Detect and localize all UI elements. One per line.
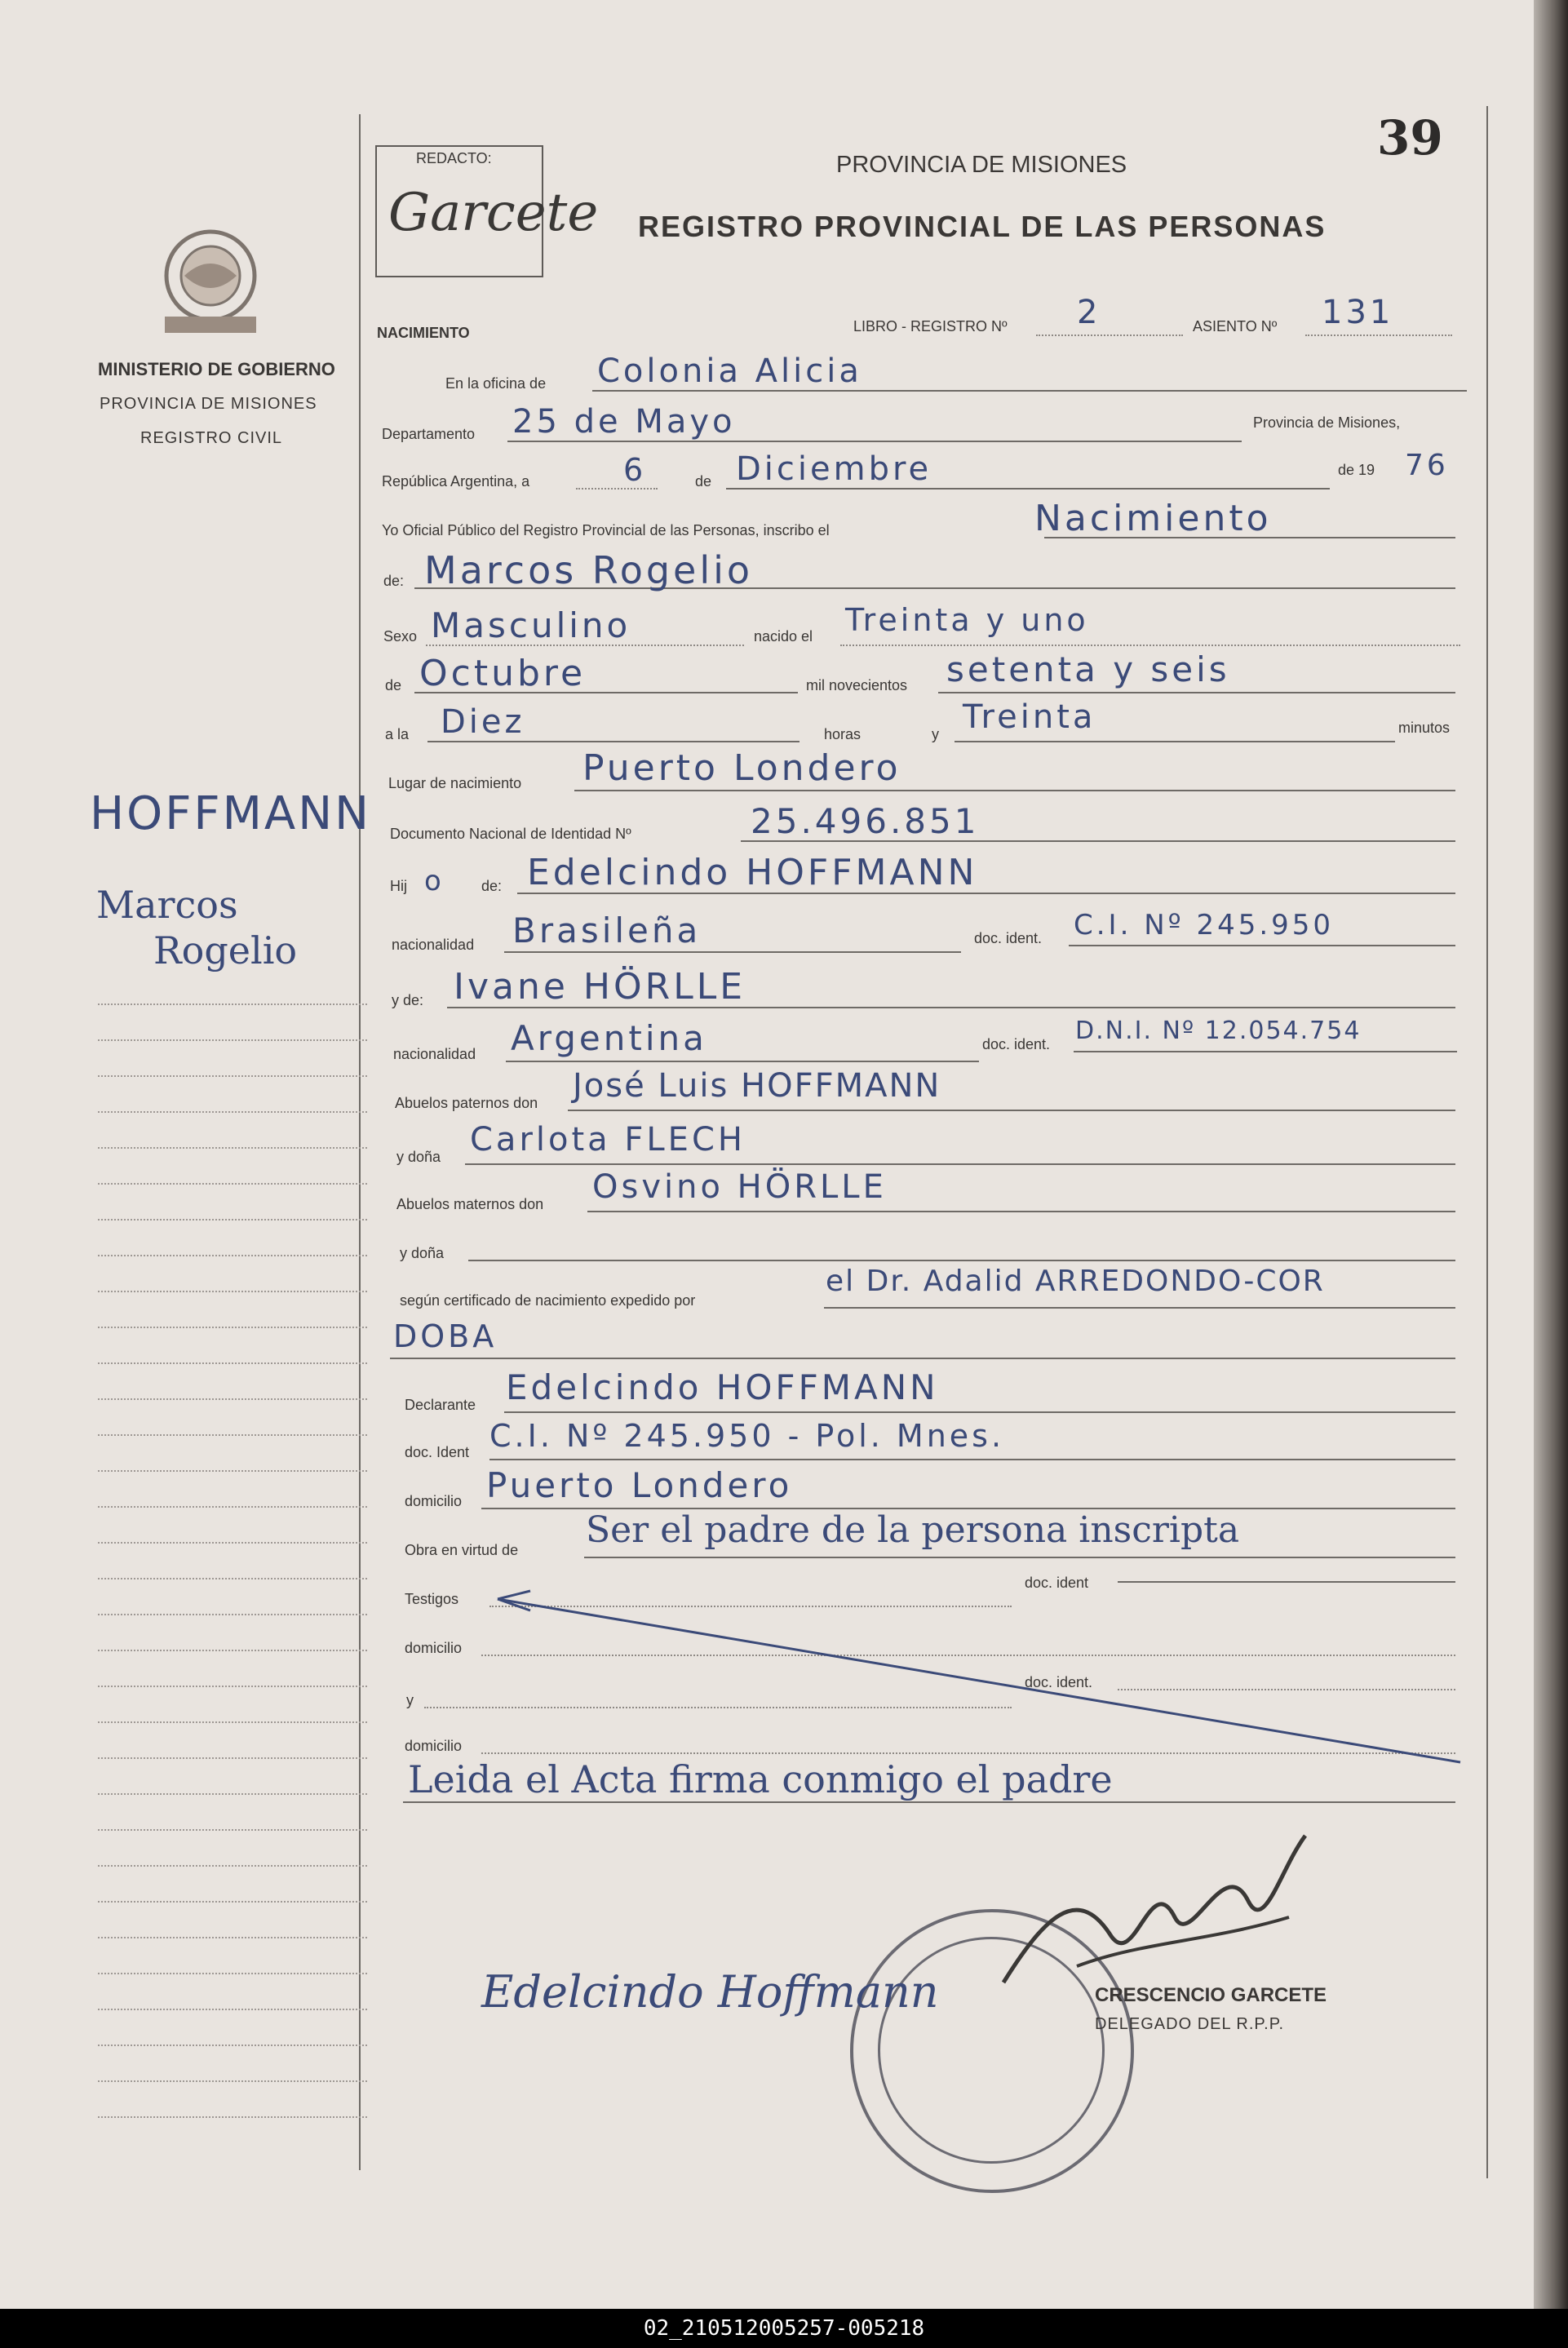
declarante-label: Declarante <box>405 1397 476 1413</box>
asiento-value: 131 <box>1322 294 1394 331</box>
lugar-label: Lugar de nacimiento <box>388 775 522 791</box>
officer-title: DELEGADO DEL R.P.P. <box>1095 2015 1285 2033</box>
y-dona-label-2: y doña <box>400 1245 445 1261</box>
father-value: Edelcindo HOFFMANN <box>527 852 978 893</box>
closing-statement: Leida el Acta firma conmigo el padre <box>408 1757 1113 1801</box>
nacionalidad-label: nacionalidad <box>392 937 475 953</box>
de-label: de <box>695 473 712 490</box>
doc-ident-label: doc. ident. <box>974 930 1043 946</box>
republica-label: República Argentina, a <box>382 473 530 490</box>
person-value: Marcos Rogelio <box>424 548 754 592</box>
mil-label: mil novecientos <box>806 677 908 693</box>
nacionalidad-label-2: nacionalidad <box>393 1046 476 1062</box>
birth-year-value: setenta y seis <box>946 649 1230 689</box>
a-la-label: a la <box>385 726 410 742</box>
redacto-label: REDACTO: <box>416 150 492 166</box>
minutos-label: minutos <box>1398 720 1451 736</box>
declarante-doc: C.I. Nº 245.950 - Pol. Mnes. <box>489 1418 1005 1454</box>
year-value: 76 <box>1405 449 1449 482</box>
mother-doc: D.N.I. Nº 12.054.754 <box>1075 1017 1362 1045</box>
documento-label: Documento Nacional de Identidad Nº <box>390 826 631 842</box>
abuelo-materno: Osvino HÖRLLE <box>592 1168 887 1206</box>
hijo-label: Hij <box>390 878 407 894</box>
domicilio-label-3: domicilio <box>405 1738 463 1754</box>
hijo-suffix: o <box>424 865 445 897</box>
birth-month-value: Octubre <box>419 653 587 694</box>
redacto-stamp <box>375 145 599 277</box>
sexo-label: Sexo <box>383 628 418 645</box>
abuelos-paternos-label: Abuelos paternos don <box>395 1095 538 1111</box>
file-id-footer: 02_210512005257-005218 <box>0 2309 1568 2348</box>
de-month-label: de <box>385 677 402 693</box>
oficina-value: Colonia Alicia <box>597 352 862 390</box>
inscribo-value: Nacimiento <box>1034 498 1272 539</box>
oficial-label: Yo Oficial Público del Registro Provincial de las Personas, inscribo el <box>382 522 830 538</box>
ministry-label: MINISTERIO DE GOBIERNO <box>98 359 335 379</box>
provincia-label: Provincia de Misiones, <box>1253 414 1401 431</box>
right-margin-rule <box>1486 106 1488 2178</box>
day-value: 6 <box>623 452 647 488</box>
y-de-label: y de: <box>392 992 424 1008</box>
nacido-label: nacido el <box>754 628 813 645</box>
abuelo-paterno: José Luis HOFFMANN <box>573 1067 941 1105</box>
departamento-value: 25 de Mayo <box>512 403 736 441</box>
declarant-signature: Edelcindo Hoffmann <box>481 1966 939 2018</box>
binding-spine <box>1534 0 1568 2309</box>
declarante-value: Edelcindo HOFFMANN <box>506 1367 939 1407</box>
documento-value: 25.496.851 <box>751 801 980 841</box>
left-margin-lines <box>98 1003 367 2152</box>
civil-registry-label: REGISTRO CIVIL <box>140 429 283 447</box>
hour-value: Diez <box>441 703 525 741</box>
margin-given-name-1: Marcos <box>96 883 238 927</box>
officer-name: CRESCENCIO GARCETE <box>1095 1984 1327 2006</box>
registry-heading: REGISTRO PROVINCIAL DE LAS PERSONAS <box>638 210 1327 243</box>
certificado-value-1: el Dr. Adalid ARREDONDO-COR <box>826 1265 1325 1298</box>
mother-value: Ivane HÖRLLE <box>454 966 746 1008</box>
obra-value: Ser el padre de la persona inscripta <box>586 1509 1240 1551</box>
domicilio-label-2: domicilio <box>405 1640 463 1656</box>
page-number: 39 <box>1377 110 1443 166</box>
record-type-label: NACIMIENTO <box>377 325 470 341</box>
redacto-signature: Garcete <box>388 183 599 243</box>
doc-ident-label-4: doc. ident <box>1025 1575 1089 1591</box>
horas-label: horas <box>824 726 862 742</box>
y-label: y <box>932 726 939 742</box>
lugar-value: Puerto Londero <box>582 747 901 789</box>
father-nationality: Brasileña <box>512 910 702 950</box>
margin-given-name-2: Rogelio <box>153 928 298 972</box>
departamento-label: Departamento <box>382 426 476 442</box>
province-heading: PROVINCIA DE MISIONES <box>836 152 1127 178</box>
abuelos-maternos-label: Abuelos maternos don <box>396 1196 544 1212</box>
coat-of-arms-icon <box>148 219 272 339</box>
asiento-label: ASIENTO Nº <box>1193 318 1278 334</box>
minutes-value: Treinta <box>963 698 1096 736</box>
father-doc: C.I. Nº 245.950 <box>1074 909 1335 941</box>
libro-value: 2 <box>1077 294 1101 331</box>
doc-ident-label-5: doc. ident. <box>1025 1674 1093 1690</box>
doc-ident-label-2: doc. ident. <box>982 1036 1051 1052</box>
nacido-value: Treinta y uno <box>845 602 1089 638</box>
y-dona-label: y doña <box>396 1149 441 1165</box>
testigos-label: Testigos <box>405 1591 459 1607</box>
domicilio-value: Puerto Londero <box>486 1465 793 1505</box>
margin-surname: HOFFMANN <box>90 787 372 840</box>
y-label-2: y <box>406 1692 414 1708</box>
certificado-value-2: DOBA <box>393 1318 498 1354</box>
obra-label: Obra en virtud de <box>405 1542 519 1558</box>
oficina-label: En la oficina de <box>445 375 547 392</box>
sexo-value: Masculino <box>431 605 631 645</box>
de19-label: de 19 <box>1338 462 1375 478</box>
domicilio-label: domicilio <box>405 1493 463 1509</box>
abuela-paterna: Carlota FLECH <box>470 1121 746 1158</box>
month-value: Diciembre <box>736 450 932 488</box>
cancel-stroke <box>481 1583 1485 1779</box>
mother-nationality: Argentina <box>511 1018 707 1058</box>
certificado-label: según certificado de nacimiento expedido por <box>400 1292 696 1309</box>
de-person-label: de: <box>383 573 405 589</box>
doc-ident-label-3: doc. Ident <box>405 1444 470 1460</box>
left-province-label: PROVINCIA DE MISIONES <box>100 395 317 413</box>
hijo-de-label: de: <box>481 878 503 894</box>
libro-label: LIBRO - REGISTRO Nº <box>853 318 1008 334</box>
